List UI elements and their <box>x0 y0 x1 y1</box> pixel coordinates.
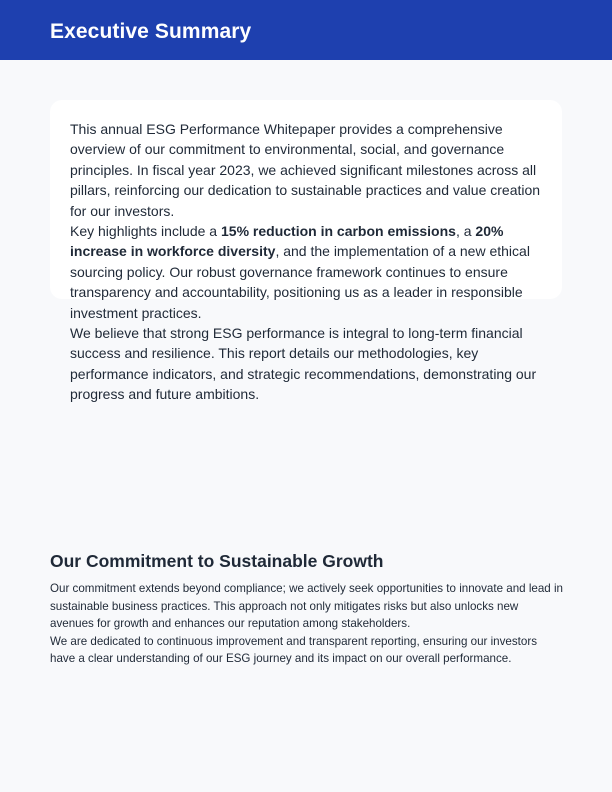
summary-paragraph-highlights <box>70 221 546 323</box>
highlight-carbon: 15% reduction in carbon emissions <box>221 223 456 240</box>
summary-paragraph-intro: This annual ESG Performance Whitepaper provides a comprehensive overview of our commitment to environmental, social, and governance principles. In fiscal year 2023, we achieved significant milestones across all pillars, reinforcing our dedication to sustainable practices and value creation for our investors. <box>70 121 541 219</box>
section-paragraph-2: We are dedicated to continuous improvement and transparent reporting, ensuring our investors have a clear understanding of our ESG journey and its impact on our overall performance. <box>50 634 537 665</box>
summary-text <box>70 119 546 405</box>
section-paragraph-1: Our commitment extends beyond compliance; we actively seek opportunities to innovate and lead in sustainable business practices. This approach not only mitigates risks but also unlocks new avenues for growth and enhances our reputation among stakeholders. <box>50 582 563 630</box>
highlights-prefix: Key highlights include a <box>70 223 221 240</box>
highlights-suffix: , and the implementation of a new ethical sourcing policy. Our robust governance framework continues to ensure transparency and accountability, positioning us as a leader in responsible investment practices. <box>70 243 530 321</box>
highlight-diversity: 20% increase in workforce diversity <box>70 223 504 260</box>
section-body <box>50 580 565 668</box>
highlights-mid: , a <box>455 223 476 240</box>
page-title: Executive Summary <box>50 20 252 43</box>
page-header <box>0 0 612 60</box>
section-title: Our Commitment to Sustainable Growth <box>50 551 384 571</box>
summary-paragraph-belief: We believe that strong ESG performance is integral to long-term financial success and resilience. This report details our methodologies, key performance indicators, and strategic recommendations, demonstrating our progress and future ambitions. <box>70 325 537 403</box>
